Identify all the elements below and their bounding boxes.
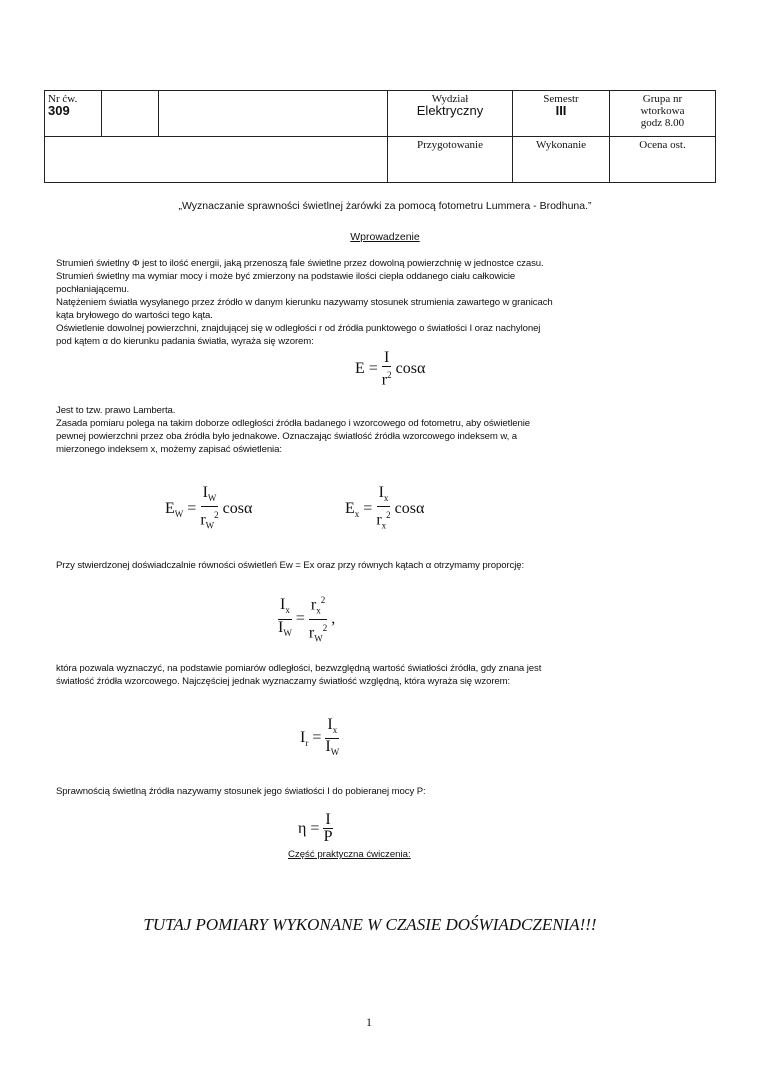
text-line: kąta bryłowego do wartości tego kąta. bbox=[56, 310, 213, 321]
relative-intro bbox=[56, 662, 696, 688]
formula-lhs: η = bbox=[298, 819, 320, 837]
header-table bbox=[44, 90, 716, 183]
denominator bbox=[382, 367, 392, 388]
symbol: E bbox=[345, 499, 355, 517]
fraction bbox=[382, 350, 392, 388]
text-line: pewnej powierzchni przez oba źródła było jednakowe. Oznaczając światłość źródła wzorcowego indeksem w, a bbox=[56, 431, 517, 442]
label: Wydział bbox=[431, 93, 469, 105]
group-day: wtorkowa bbox=[640, 105, 685, 117]
den-symbol: r bbox=[381, 371, 388, 389]
denominator: P bbox=[323, 828, 333, 845]
subscript: x bbox=[381, 520, 387, 531]
document-title: „Wyznaczanie sprawności świetlnej żarówki za pomocą fotometru Lummera - Brodhuna.” bbox=[178, 200, 592, 212]
formula-tail: cosα bbox=[222, 500, 253, 518]
fraction bbox=[323, 812, 332, 845]
formula-tail: cosα bbox=[395, 360, 426, 378]
exponent: 2 bbox=[320, 595, 326, 605]
subscript: x bbox=[332, 725, 338, 736]
empty-cell bbox=[102, 91, 159, 137]
label: Nr ćw. bbox=[48, 93, 78, 105]
group-time: godz 8.00 bbox=[640, 117, 685, 129]
numerator: I bbox=[280, 596, 286, 614]
intro-heading: Wprowadzenie bbox=[350, 231, 420, 243]
fraction bbox=[376, 485, 390, 534]
subscript: W bbox=[205, 520, 215, 531]
symbol: I bbox=[300, 729, 306, 747]
semester-cell bbox=[513, 91, 610, 137]
execution-cell: Wykonanie bbox=[513, 137, 610, 183]
numerator: r bbox=[310, 596, 317, 614]
lambert-formula bbox=[355, 350, 425, 388]
exponent: 2 bbox=[322, 622, 328, 633]
subscript: x bbox=[354, 508, 360, 519]
subscript: r bbox=[305, 738, 309, 749]
group-cell bbox=[610, 91, 716, 137]
text-line: Strumień świetlny Φ jest to ilość energii, jaką przenoszą fale świetlne przez dowolną powierzchnię w jednostce czasu. bbox=[56, 258, 544, 269]
preparation-cell: Przygotowanie bbox=[388, 137, 513, 183]
measurements-note: TUTAJ POMIARY WYKONANE W CZASIE DOŚWIADCZENIA!!! bbox=[143, 915, 597, 934]
formula-lhs: E = bbox=[355, 360, 378, 378]
semester-value: III bbox=[555, 103, 567, 118]
text-line: mierzonego indeksem x, możemy zapisać oświetlenia: bbox=[56, 444, 282, 455]
text-line: Jest to tzw. prawo Lamberta. bbox=[56, 405, 176, 416]
empty-cell bbox=[45, 137, 388, 183]
efficiency-intro: Sprawnością świetlną źródła nazywamy stosunek jego światłości I do pobieranej mocy P: bbox=[56, 786, 426, 797]
ew-formula: $E_W$ = $\frac{I_W}{r_W^2}$ cosα bbox=[165, 485, 252, 534]
text-line: pod kątem α do kierunku padania światła, wyraża się wzorem: bbox=[56, 336, 314, 347]
label: Grupa nr bbox=[642, 93, 683, 105]
numerator: I bbox=[325, 811, 331, 828]
text-line: Natężeniem światła wysyłanego przez źródło w danym kierunku nazywamy stosunek strumienia zawartego w granicach bbox=[56, 297, 553, 308]
efficiency-formula bbox=[298, 812, 333, 845]
fraction bbox=[309, 592, 327, 646]
numerator: I bbox=[378, 484, 384, 501]
symbol: E bbox=[165, 499, 175, 517]
text-line: pochłaniającemu. bbox=[56, 284, 130, 295]
subscript: x bbox=[316, 605, 321, 616]
practical-heading: Część praktyczna ćwiczenia: bbox=[288, 849, 411, 860]
numerator: I bbox=[327, 716, 333, 733]
intro-paragraph bbox=[56, 257, 696, 348]
empty-cell bbox=[159, 91, 388, 137]
subscript: x bbox=[383, 493, 389, 504]
faculty-cell bbox=[388, 91, 513, 137]
subscript: W bbox=[314, 633, 323, 644]
final-grade-cell: Ocena ost. bbox=[610, 137, 716, 183]
label: Semestr bbox=[543, 93, 579, 105]
page-number: 1 bbox=[366, 1015, 372, 1029]
text-line: Zasada pomiaru polega na takim doborze odległości źródła badanego i wzorcowego od fotometru, aby oświetlenie bbox=[56, 418, 530, 429]
denominator: r bbox=[200, 511, 206, 529]
text-line: która pozwala wyznaczyć, na podstawie pomiarów odległości, bezwzględną wartość światłości źródła, gdy znana jest bbox=[56, 663, 542, 674]
denominator: I bbox=[278, 618, 284, 636]
exercise-number-cell bbox=[45, 91, 102, 137]
fraction bbox=[325, 717, 339, 760]
principle-paragraph bbox=[56, 404, 696, 456]
punctuation: , bbox=[331, 610, 336, 628]
text-line: Oświetlenie dowolnej powierzchni, znajdującej się w odległości r od źródła punktowego o światłości I oraz nachylonej bbox=[56, 323, 541, 334]
proportion-formula: $\frac{I_x}{I_W}$ = $\frac{r_x^2}{r_W^2}$ , bbox=[278, 592, 335, 646]
subscript: W bbox=[283, 627, 292, 638]
denominator: r bbox=[308, 623, 315, 641]
exercise-number: 309 bbox=[48, 103, 70, 118]
denominator: I bbox=[325, 738, 331, 756]
ex-formula: $E_x$ = $\frac{I_x}{r_x^2}$ cosα bbox=[345, 485, 424, 534]
exponent: 2 bbox=[387, 370, 392, 380]
denominator: r bbox=[376, 511, 382, 529]
faculty-value: Elektryczny bbox=[416, 103, 484, 118]
subscript: W bbox=[174, 508, 184, 519]
fraction bbox=[200, 485, 218, 534]
exponent: 2 bbox=[214, 510, 219, 521]
numerator: I bbox=[384, 349, 390, 366]
numerator: I bbox=[202, 484, 208, 501]
subscript: W bbox=[207, 493, 217, 504]
proportion-intro: Przy stwierdzonej doświadczalnie równości oświetleń Ew = Ex oraz przy równych kątach α otrzymamy proporcję: bbox=[56, 560, 525, 571]
subscript: W bbox=[330, 747, 340, 758]
formula-tail: cosα bbox=[394, 500, 425, 518]
subscript: x bbox=[285, 605, 290, 616]
relative-formula: $I_r$ = $\frac{I_x}{I_W}$ bbox=[300, 717, 339, 760]
text-line: Strumień świetlny ma wymiar mocy i może być zmierzony na podstawie ilości ciepła oddanego ciału całkowicie bbox=[56, 271, 516, 282]
text-line: światłość źródła wzorcowego. Najczęściej jednak wyznaczamy światłość względną, która wyraża się wzorem: bbox=[56, 676, 511, 687]
exponent: 2 bbox=[386, 510, 391, 521]
fraction bbox=[278, 597, 292, 640]
